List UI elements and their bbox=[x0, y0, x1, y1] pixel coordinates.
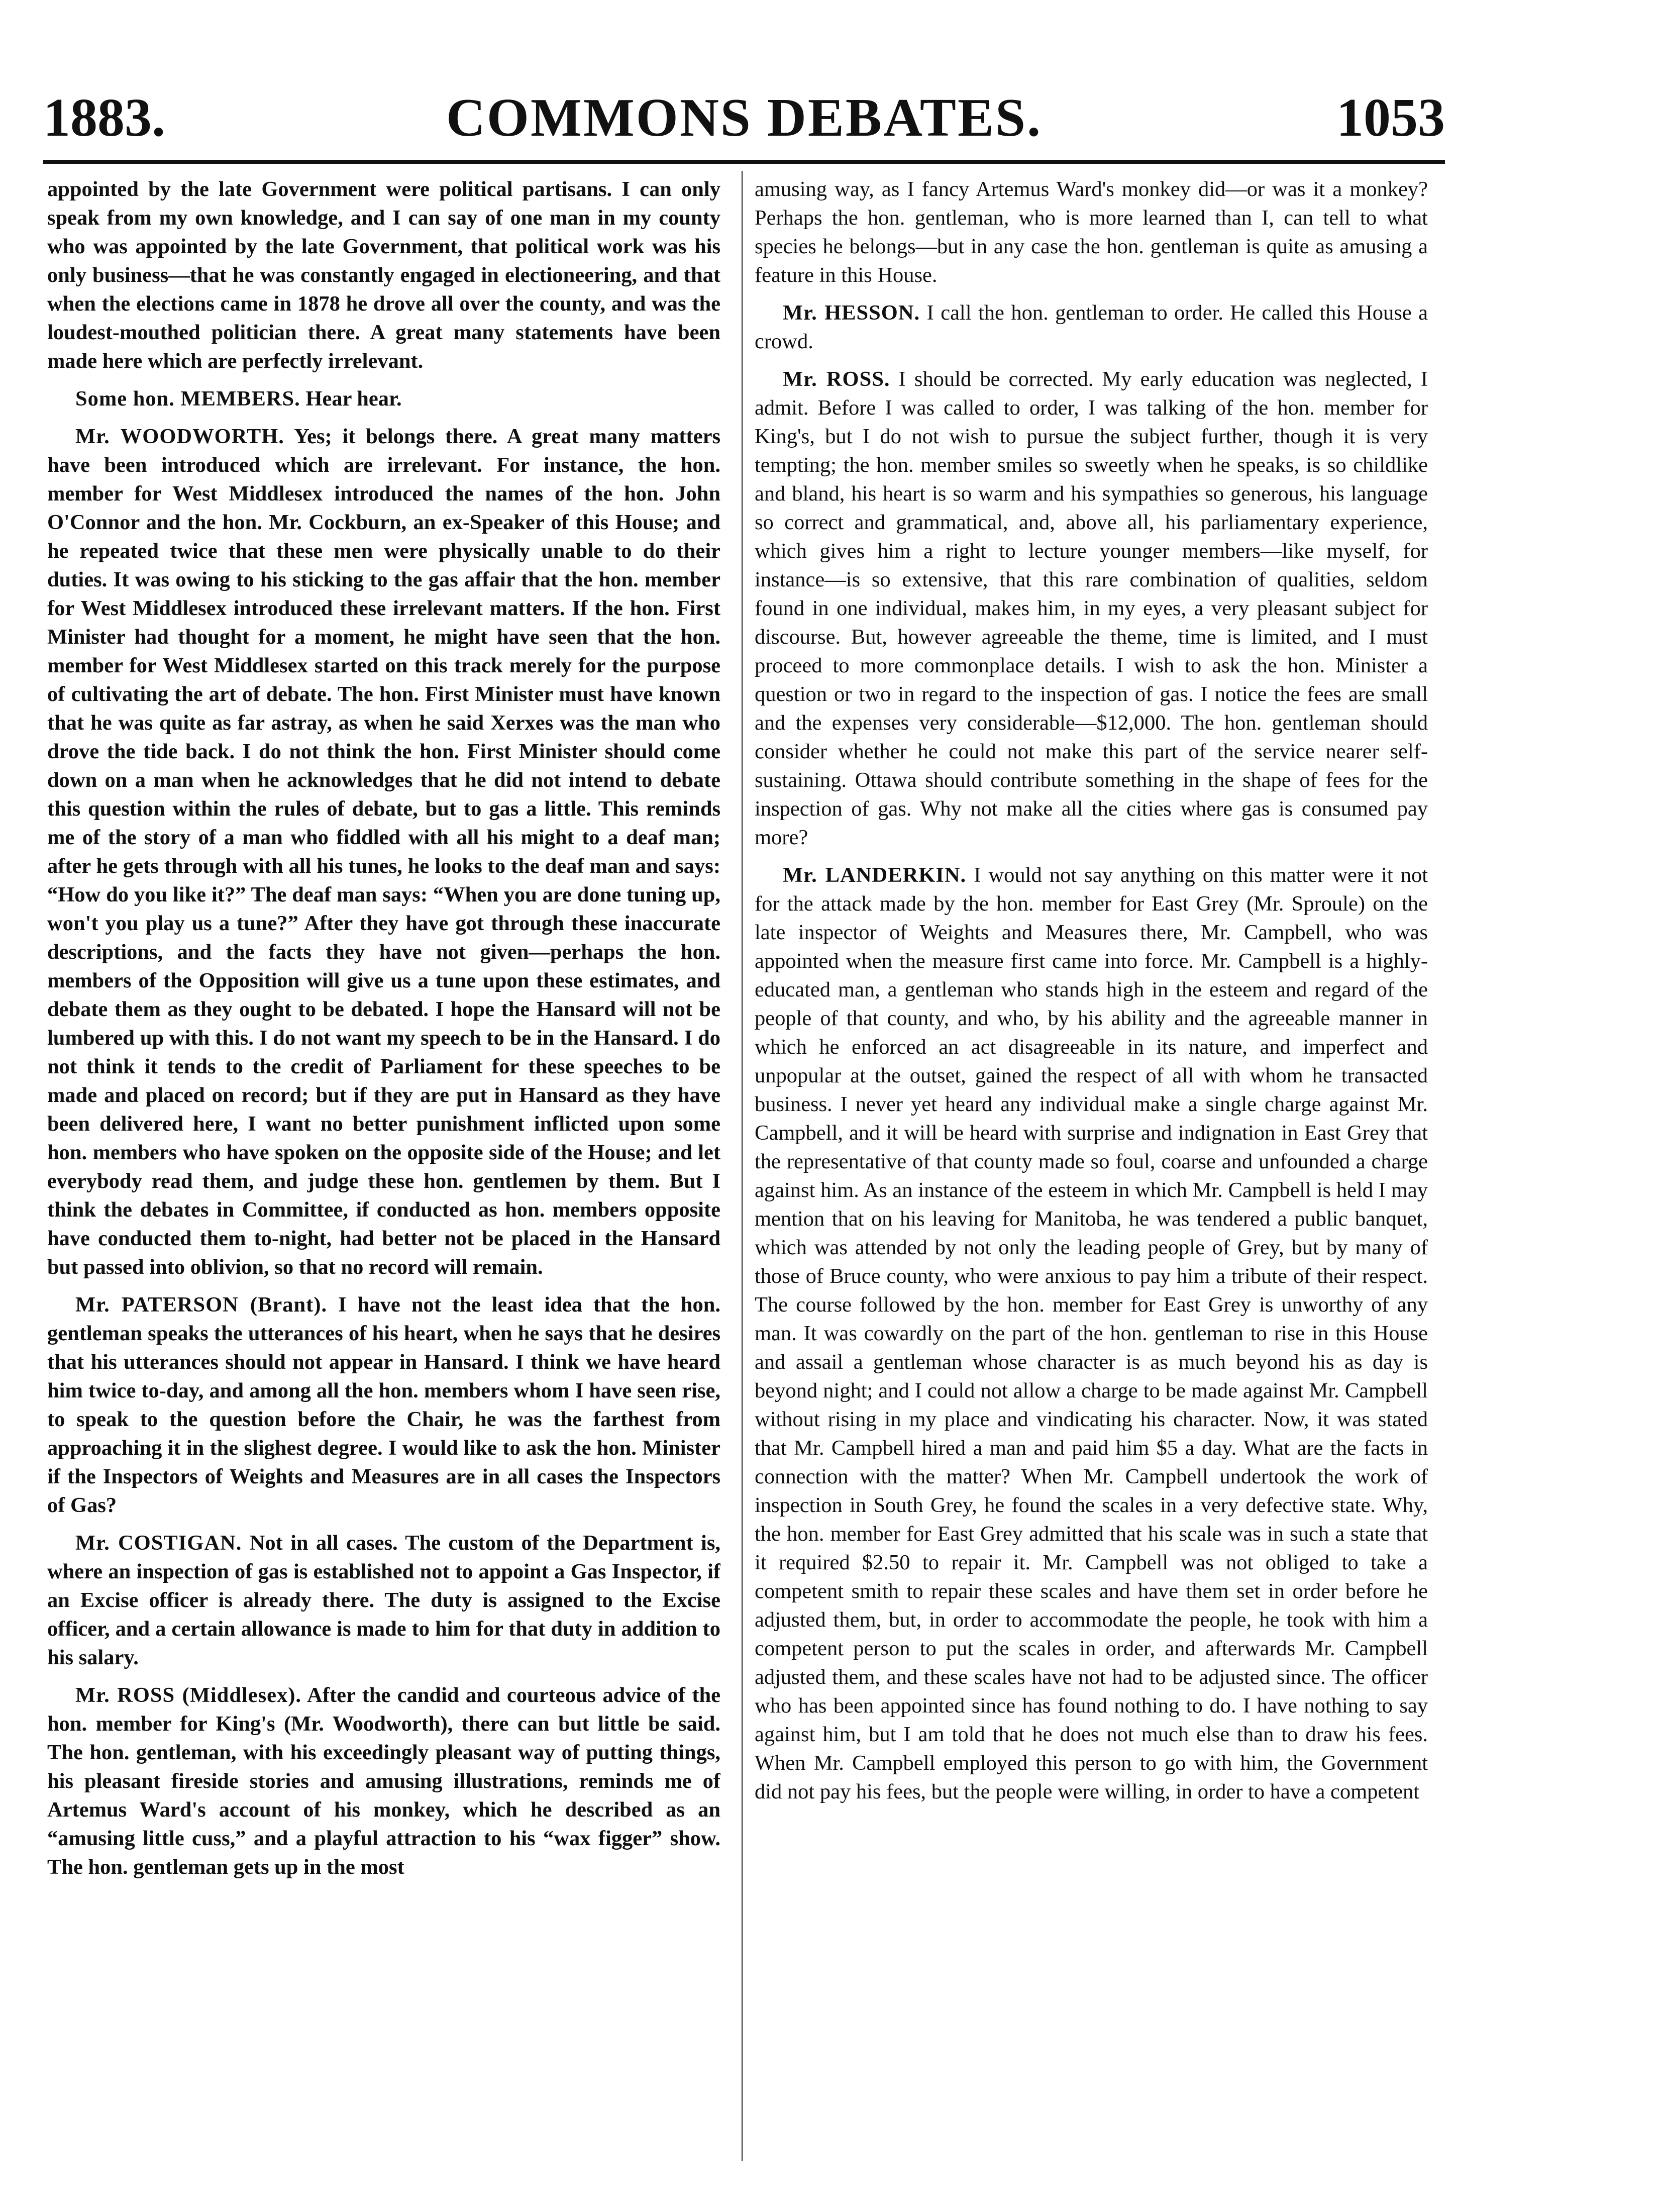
right-column bbox=[755, 175, 1428, 2165]
header-title: COMMONS DEBATES. bbox=[446, 88, 1043, 148]
paragraph bbox=[755, 861, 1428, 1806]
left-column bbox=[47, 175, 720, 2165]
speech-text: I would not say anything on this matter were it not for the attack made by the hon. member for East Grey (Mr. Sproule) on the late inspector of Weights and Measures there, Mr. Campbell, who was appointed when the measure first came into force. Mr. Campbell is a highly-educated man, a gentleman who stands high in the esteem and regard of the people of that county, and who, by his ability and the agreeable manner in which he enforced an act disagreeable in its nature, and imperfect and unpopular at the outset, gained the respect of all with whom he transacted business. I never yet heard any individual make a single charge against Mr. Campbell, and it will be heard with surprise and indignation in East Grey that the representative of that county made so foul, coarse and unfounded a charge against him. As an instance of the esteem in which Mr. Campbell is held I may mention that on his leaving for Manitoba, he was tendered a public banquet, which was attended by not only the leading people of Grey, but by many of those of Bruce county, who were anxious to pay him a tribute of their respect. The course followed by the hon. member for East Grey is unworthy of any man. It was cowardly on the part of the hon. gentleman to rise in this House and assail a gentleman whose character is as much beyond his as day is beyond night; and I could not allow a charge to be made against Mr. Campbell without rising in my place and vindicating his character. Now, it was stated that Mr. Campbell hired a man and paid him $5 a day. What are the facts in connection with the matter? When Mr. Campbell undertook the work of inspection in South Grey, he found the scales in a very defective state. Why, the hon. member for East Grey admitted that his scale was in such a state that it required $2.50 to repair it. Mr. Campbell was not obliged to take a competent smith to repair these scales and have them set in order before he adjusted them, but, in order to accommodate the people, he took with him a competent person to put the scales in order, and afterwards Mr. Campbell adjusted them, and these scales have not had to be adjusted since. The officer who has been appointed since has found nothing to do. I have nothing to say against him, but I am told that he does not much else than to draw his fees. When Mr. Campbell employed this person to go with him, the Government did not pay his fees, but the people were willing, in order to have a competent bbox=[755, 863, 1428, 1803]
speech-text: Not in all cases. The custom of the Department is, where an inspection of gas is established not to appoint a Gas Inspector, if an Excise officer is already there. The duty is assigned to the Excise officer, and a certain allowance is made to him for that duty in addition to his salary. bbox=[47, 1531, 720, 1669]
paragraph bbox=[47, 422, 720, 1281]
speech-text: amusing way, as I fancy Artemus Ward's monkey did—or was it a monkey? Perhaps the hon. gentleman, who is more learned than I, can tell to what species he belongs—but in any case the hon. gentleman is quite as amusing a feature in this House. bbox=[755, 177, 1428, 287]
paragraph bbox=[47, 1290, 720, 1520]
speaker-name: Mr. LANDERKIN. bbox=[783, 863, 967, 887]
column-divider bbox=[742, 171, 743, 2161]
speech-text: I have not the least idea that the hon. gentleman speaks the utterances of his heart, when he says that he desires that his utterances should not appear in Hansard. I think we have heard him twice to-day, and among all the hon. members whom I have seen rise, to speak to the question before the Chair, he was the farthest from approaching it in the slighest degree. I would like to ask the hon. Minister if the Inspectors of Weights and Measures are in all cases the Inspectors of Gas? bbox=[47, 1293, 720, 1517]
speaker-name: Mr. HESSON. bbox=[783, 301, 920, 325]
paragraph bbox=[755, 365, 1428, 852]
speaker-name: Mr. PATERSON (Brant). bbox=[75, 1293, 328, 1317]
speech-text: appointed by the late Government were political partisans. I can only speak from my own knowledge, and I can say of one man in my county who was appointed by the late Government, that political work was his only business—that he was constantly engaged in electioneering, and that when the elections came in 1878 he drove all over the county, and was the loudest-mouthed politician there. A great many statements have been made here which are perfectly irrelevant. bbox=[47, 177, 720, 373]
speaker-name: Mr. ROSS. bbox=[783, 367, 890, 391]
paragraph bbox=[47, 384, 720, 413]
paragraph bbox=[47, 1529, 720, 1672]
page-header bbox=[43, 85, 1445, 151]
speech-text: Yes; it belongs there. A great many matters have been introduced which are irrelevant. For instance, the hon. member for West Middlesex introduced the names of the hon. John O'Connor and the hon. Mr. Cockburn, an ex-Speaker of this House; and he repeated twice that these men were physically unable to do their duties. It was owing to his sticking to the gas affair that the hon. member for West Middlesex introduced these irrelevant matters. If the hon. First Minister had thought for a moment, he might have seen that the hon. member for West Middlesex started on this track merely for the purpose of cultivating the art of debate. The hon. First Minister must have known that he was quite as far astray, as when he said Xerxes was the man who drove the tide back. I do not think the hon. First Minister should come down on a man when he acknowledges that he did not intend to debate this question within the rules of debate, but to gas a little. This reminds me of the story of a man who fiddled with all his might to a deaf man; after he gets through with all his tunes, he looks to the deaf man and says: “How do you like it?” The deaf man says: “When you are done tuning up, won't you play us a tune?” After they have got through these inaccurate descriptions, and the facts they have not given—perhaps the hon. members of the Opposition will give us a tune upon these estimates, and debate them as they ought to be debated. I hope the Hansard will not be lumbered up with this. I do not want my speech to be in the Hansard. I do not think it tends to the credit of Parliament for these speeches to be made and placed on record; but if they are put in Hansard as they have been delivered here, I want no better punishment inflicted upon some hon. members who have spoken on the opposite side of the House; and let everybody read them, and judge these hon. gentlemen by them. But I think the debates in Committee, if conducted as hon. members opposite have conducted them to-night, had better not be placed in the Hansard but passed into oblivion, so that no record will remain. bbox=[47, 425, 720, 1279]
header-rule bbox=[43, 160, 1445, 164]
paragraph bbox=[755, 298, 1428, 356]
header-page-number: 1053 bbox=[1336, 88, 1445, 148]
speech-text: I should be corrected. My early education was neglected, I admit. Before I was called to order, I was talking of the hon. member for King's, but I do not wish to pursue the subject further, though it is very tempting; the hon. member smiles so sweetly when he speaks, is so childlike and bland, his heart is so warm and his sympathies so generous, his language so correct and grammatical, and, above all, his parliamentary experience, which gives him a right to lecture younger members—like myself, for instance—is so extensive, that this rare combination of qualities, seldom found in one individual, makes him, in my eyes, a very pleasant subject for discourse. But, however agreeable the theme, time is limited, and I must proceed to more commonplace details. I wish to ask the hon. Minister a question or two in regard to the inspection of gas. I notice the fees are small and the expenses very considerable—$12,000. The hon. gentleman should consider whether he could not make this part of the service nearer self-sustaining. Ottawa should contribute something in the shape of fees for the inspection of gas. Why not make all the cities where gas is consumed pay more? bbox=[755, 367, 1428, 849]
speech-text: Hear hear. bbox=[305, 387, 402, 411]
paragraph bbox=[47, 175, 720, 375]
speaker-name: Mr. WOODWORTH. bbox=[75, 425, 284, 448]
speaker-name: Mr. ROSS (Middlesex). bbox=[75, 1683, 302, 1707]
paragraph bbox=[47, 1681, 720, 1881]
header-year: 1883. bbox=[43, 88, 165, 148]
speech-text: I call the hon. gentleman to order. He called this House a crowd. bbox=[755, 301, 1428, 353]
paragraph bbox=[755, 175, 1428, 289]
speaker-name: Mr. COSTIGAN. bbox=[75, 1531, 242, 1555]
speaker-name: Some hon. MEMBERS. bbox=[75, 387, 300, 411]
speech-text: After the candid and courteous advice of the hon. member for King's (Mr. Woodworth), there can but little be said. The hon. gentleman, with his exceedingly pleasant way of putting things, his pleasant fireside stories and amusing illustrations, reminds me of Artemus Ward's account of his monkey, which he described as an “amusing little cuss,” and a playful attraction to his “wax figger” show. The hon. gentleman gets up in the most bbox=[47, 1683, 720, 1879]
